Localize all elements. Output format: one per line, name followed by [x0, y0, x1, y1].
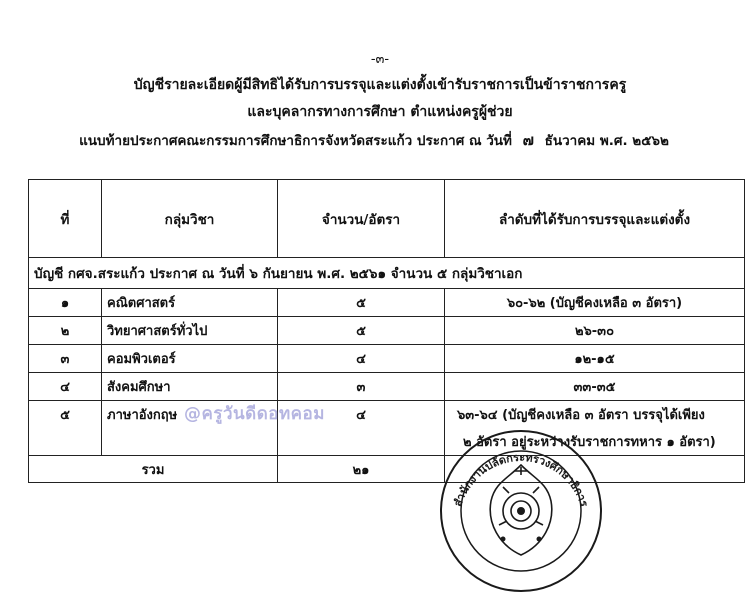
- row-order: ๖๓-๖๔ (บัญชีคงเหลือ ๓ อัตรา บรรจุได้เพียง: [445, 401, 745, 429]
- page-number: -๓-: [370, 52, 390, 67]
- row-no: ๒: [29, 317, 102, 345]
- row-subject: สังคมศึกษา: [102, 373, 278, 401]
- row-no: ๑: [29, 289, 102, 317]
- appointment-table: [28, 179, 745, 483]
- row-subject: คอมพิวเตอร์: [102, 345, 278, 373]
- row-subject: คณิตศาสตร์: [102, 289, 278, 317]
- header-subject: กลุ่มวิชา: [102, 180, 278, 258]
- row-no: ๔: [29, 373, 102, 401]
- header-amount: จำนวน/อัตรา: [278, 180, 445, 258]
- section-title: บัญชี กศจ.สระแก้ว ประกาศ ณ วันที่ ๖ กันยายน พ.ศ. ๒๕๖๑ จำนวน ๕ กลุ่มวิชาเอก: [29, 258, 745, 289]
- official-seal-stamp: [437, 427, 605, 595]
- total-label: รวม: [29, 456, 278, 483]
- table-row: [29, 345, 745, 373]
- table-row: [29, 317, 745, 345]
- header-no: ที่: [29, 180, 102, 258]
- heading-line-3: [0, 128, 748, 152]
- row-subject: ภาษาอังกฤษ: [102, 401, 278, 429]
- row-subject: วิทยาศาสตร์ทั่วไป: [102, 317, 278, 345]
- row-order: ๑๒-๑๕: [445, 345, 745, 373]
- header-order: ลำดับที่ได้รับการบรรจุและแต่งตั้ง: [445, 180, 745, 258]
- table-header-row: [29, 180, 745, 258]
- table-row: [29, 373, 745, 401]
- announcement-day: ๗: [522, 131, 534, 149]
- heading-line-2: และบุคลากรทางการศึกษา ตำแหน่งครูผู้ช่วย: [247, 104, 513, 120]
- watermark: @ครูวันดีดอทคอม: [184, 404, 325, 424]
- row-amount: ๔: [278, 401, 445, 429]
- table-row: [29, 401, 745, 429]
- row-order: ๒๖-๓๐: [445, 317, 745, 345]
- heading-line-1: บัญชีรายละเอียดผู้มีสิทธิได้รับการบรรจุและแต่งตั้งเข้ารับราชการเป็นข้าราชการครู: [133, 77, 627, 93]
- row-amount: ๓: [278, 373, 445, 401]
- row-no: ๓: [29, 345, 102, 373]
- row-amount: ๕: [278, 317, 445, 345]
- table-row-continuation: [29, 428, 745, 456]
- total-value: ๒๑: [278, 456, 445, 483]
- table-row: [29, 289, 745, 317]
- seal-emblem-icon: [437, 427, 605, 595]
- total-row: [29, 456, 745, 483]
- announcement-prefix: แนบท้ายประกาศคณะกรรมการศึกษาธิการจังหวัดสระแก้ว ประกาศ ณ วันที่: [79, 133, 512, 149]
- svg-text:สำนักงานปลัดกระทรวงศึกษาธิการ: สำนักงานปลัดกระทรวงศึกษาธิการ: [451, 450, 591, 509]
- row-order: ๓๓-๓๕: [445, 373, 745, 401]
- section-row: [29, 258, 745, 289]
- row-order-continuation: ๒ อัตรา อยู่ระหว่างรับราชการทหาร ๑ อัตรา): [445, 428, 745, 456]
- row-amount: ๔: [278, 345, 445, 373]
- row-amount: ๕: [278, 289, 445, 317]
- row-order: ๖๐-๖๒ (บัญชีคงเหลือ ๓ อัตรา): [445, 289, 745, 317]
- row-no: ๕: [29, 401, 102, 429]
- announcement-date: ธันวาคม พ.ศ. ๒๕๖๒: [544, 133, 669, 149]
